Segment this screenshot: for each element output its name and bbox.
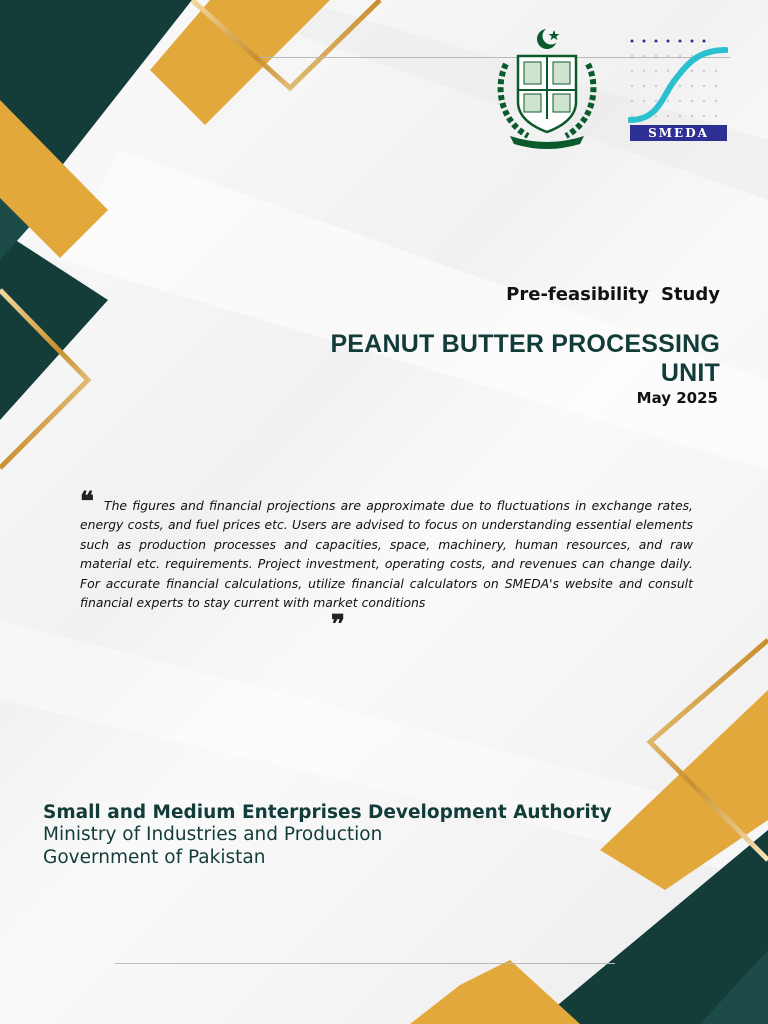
smeda-wordmark: SMEDA <box>630 125 727 141</box>
publication-date: May 2025 <box>636 389 718 407</box>
government-name: Government of Pakistan <box>43 847 266 868</box>
ministry-name: Ministry of Industries and Production <box>43 824 383 845</box>
disclaimer-text <box>80 496 693 612</box>
title-line-1: PEANUT BUTTER PROCESSING <box>330 330 720 358</box>
title-line-2: UNIT <box>660 359 720 387</box>
open-quote-icon: ❝ <box>80 487 94 517</box>
disclaimer-body: The figures and financial projections are approximate due to fluctuations in exchange rates, energy costs, and fuel prices etc. Users are advised to focus on understanding essential elements such as production processes and capacities, space, machinery, human resources, and raw material etc. requirements. Project investment, operating costs, and revenues can change daily. For accurate financial calculations, utilize financial calculators on SMEDA's website and consult financial experts to stay current with market conditions <box>80 498 693 611</box>
state-emblem-icon <box>488 24 606 150</box>
page-title <box>260 330 720 388</box>
organization-name: Small and Medium Enterprises Development Authority <box>43 802 612 823</box>
bottom-divider-line <box>115 963 615 964</box>
close-quote-icon: ❞ <box>331 610 345 640</box>
document-type: Pre-feasibility Study <box>506 284 720 305</box>
